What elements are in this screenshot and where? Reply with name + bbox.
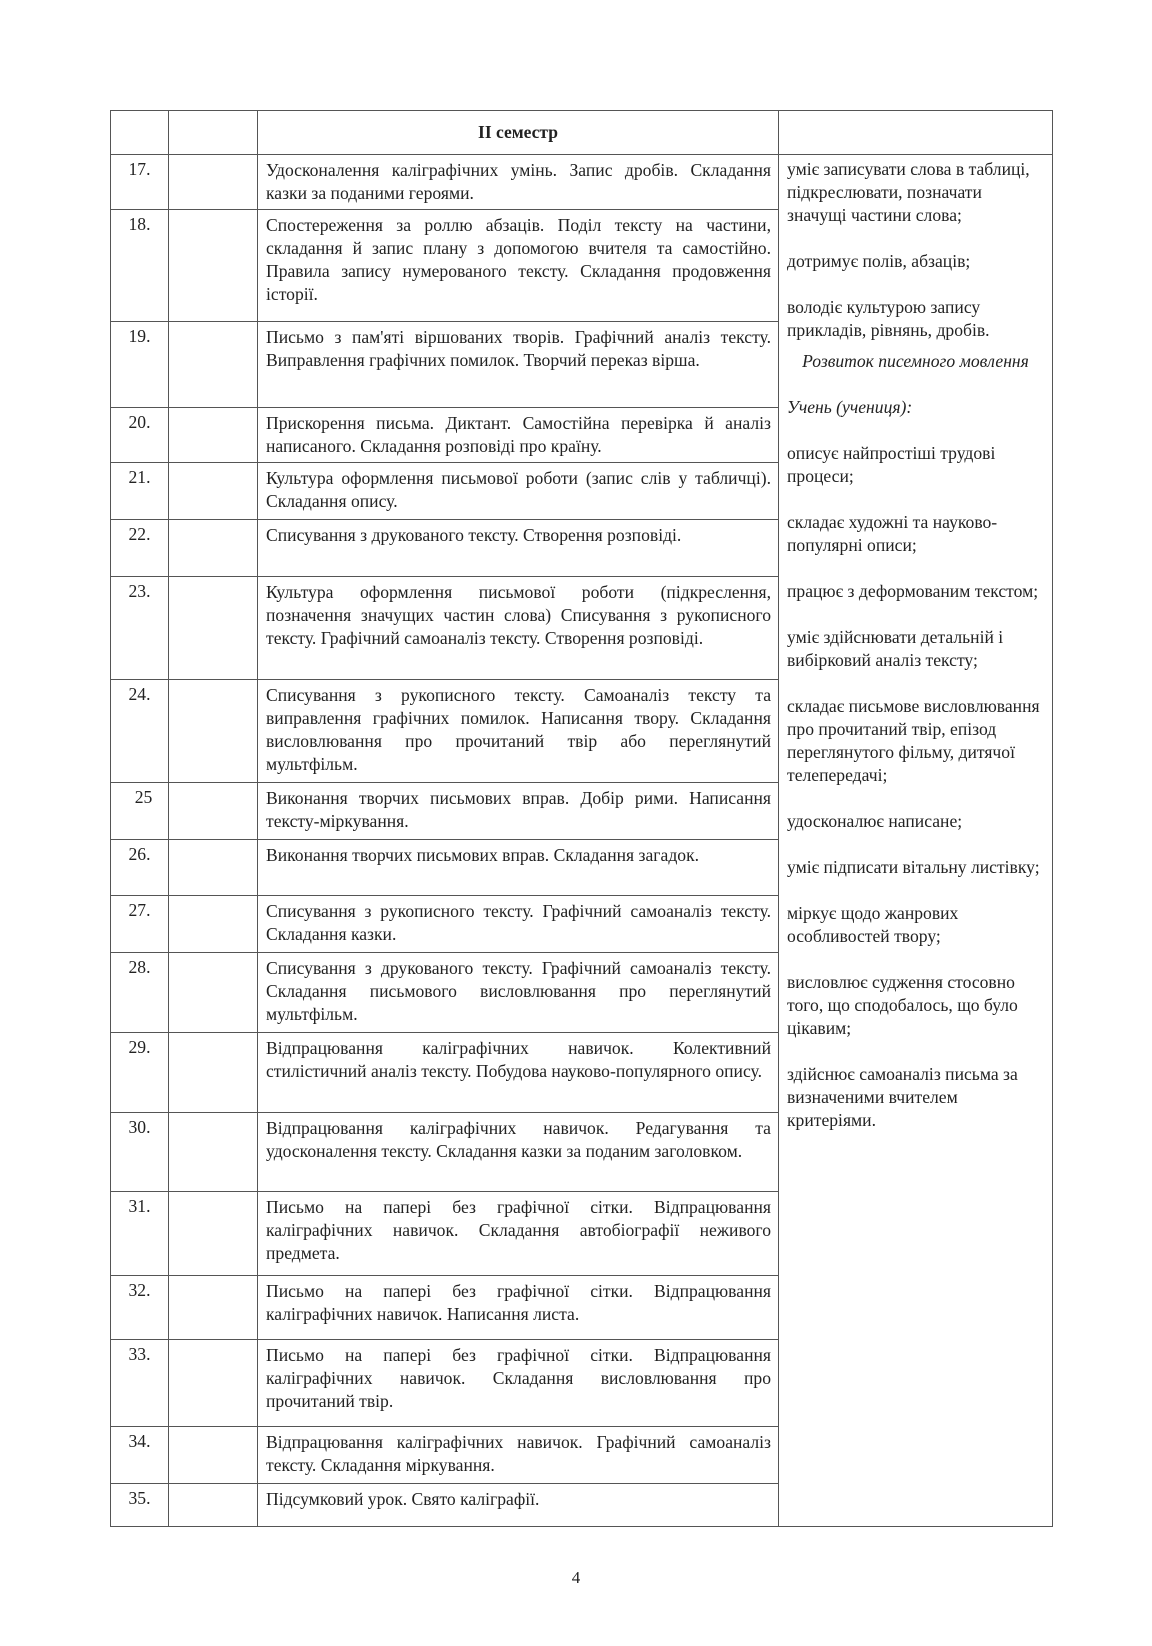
page-number: 4 [571,1568,581,1587]
outcome-item: здійснює самоаналіз письма за визначеними вчителем критеріями. [787,1064,1018,1130]
outcome-item: міркує щодо жанрових особливостей твору; [787,903,959,946]
table-header-row [111,111,1053,155]
date-cell [169,520,258,577]
date-cell [169,210,258,322]
outcome-item: уміє здійснювати детальній і вибірковий аналіз тексту; [787,627,1004,670]
lesson-topic: Списування з друкованого тексту. Графічний самоаналіз тексту. Складання письмового висловлювання про переглянутий мультфільм. [258,953,779,1033]
date-cell [169,155,258,210]
date-cell [169,840,258,896]
lesson-topic: Списування з рукописного тексту. Графічний самоаналіз тексту. Складання казки. [258,896,779,953]
lesson-number: 22. [111,520,169,577]
lesson-number: 19. [111,322,169,408]
lesson-number: 29. [111,1033,169,1113]
lesson-number: 28. [111,953,169,1033]
lesson-topic: Письмо на папері без графічної сітки. Відпрацювання каліграфічних навичок. Написання листа. [258,1276,779,1340]
lesson-topic: Списування з рукописного тексту. Самоаналіз тексту та виправлення графічних помилок. Написання твору. Складання висловлювання про прочитаний твір або переглянутий мультфільм. [258,680,779,783]
lesson-number: 20. [111,408,169,463]
lesson-number: 31. [111,1192,169,1276]
date-cell [169,680,258,783]
lesson-topic: Удосконалення каліграфічних умінь. Запис дробів. Складання казки за поданими героями. [258,155,779,210]
lesson-topic: Списування з друкованого тексту. Створення розповіді. [258,520,779,577]
date-cell [169,322,258,408]
outcome-item: працює з деформованим текстом; [787,581,1039,601]
date-cell [169,953,258,1033]
lesson-topic: Культура оформлення письмової роботи (підкреслення, позначення значущих частин слова) Списування з рукописного тексту. Графічний самоаналіз тексту. Створення розповіді. [258,577,779,680]
curriculum-table [110,110,1053,1527]
lesson-topic: Виконання творчих письмових вправ. Складання загадок. [258,840,779,896]
lesson-number: 30. [111,1113,169,1192]
header-cell-empty [111,111,169,155]
date-cell [169,1427,258,1484]
lesson-topic: Відпрацювання каліграфічних навичок. Графічний самоаналіз тексту. Складання міркування. [258,1427,779,1484]
student-label: Учень (учениця): [787,397,913,417]
lesson-number: 18. [111,210,169,322]
date-cell [169,463,258,520]
date-cell [169,1340,258,1427]
lesson-number: 32. [111,1276,169,1340]
outcome-item: удосконалює написане; [787,811,963,831]
outcome-item: уміє записувати слова в таблиці, підкреслювати, позначати значущі частини слова; [787,159,1030,225]
date-cell [169,577,258,680]
outcome-item: описує найпростіші трудові процеси; [787,443,996,486]
lesson-number: 27. [111,896,169,953]
lesson-topic: Письмо на папері без графічної сітки. Відпрацювання каліграфічних навичок. Складання висловлювання про прочитаний твір. [258,1340,779,1427]
date-cell [169,783,258,840]
outcome-item: уміє підписати вітальну листівку; [787,857,1040,877]
lesson-number: 23. [111,577,169,680]
lesson-number: 26. [111,840,169,896]
lesson-topic: Прискорення письма. Диктант. Самостійна перевірка й аналіз написаного. Складання розповіді про країну. [258,408,779,463]
date-cell [169,1276,258,1340]
lesson-topic: Спостереження за роллю абзаців. Поділ тексту на частини, складання й запис плану з допомогою вчителя та самостійно. Правила запису нумерованого тексту. Складання продовження історії. [258,210,779,322]
lesson-number: 17. [111,155,169,210]
outcome-item: складає художні та науково-популярні описи; [787,512,998,555]
semester-title: II семестр [258,111,779,155]
lesson-number: 25 [111,783,169,840]
outcome-item: дотримує полів, абзаців; [787,251,971,271]
lesson-topic: Культура оформлення письмової роботи (запис слів у табличці). Складання опису. [258,463,779,520]
outcome-item: складає письмове висловлювання про прочитаний твір, епізод переглянутого фільму, дитячої телепередачі; [787,696,1040,785]
lesson-number: 33. [111,1340,169,1427]
lesson-number: 35. [111,1484,169,1527]
lesson-topic: Виконання творчих письмових вправ. Добір рими. Написання тексту-міркування. [258,783,779,840]
lesson-number: 21. [111,463,169,520]
lesson-topic: Письмо з пам'яті віршованих творів. Графічний аналіз тексту. Виправлення графічних помилок. Творчий переказ вірша. [258,322,779,408]
header-cell-empty [169,111,258,155]
date-cell [169,1113,258,1192]
learning-outcomes [779,155,1053,1527]
outcome-item: володіє культурою запису прикладів, рівнянь, дробів. [787,297,990,340]
date-cell [169,1192,258,1276]
lesson-topic: Підсумковий урок. Свято каліграфії. [258,1484,779,1527]
lesson-number: 24. [111,680,169,783]
lesson-topic: Письмо на папері без графічної сітки. Відпрацювання каліграфічних навичок. Складання автобіографії неживого предмета. [258,1192,779,1276]
header-cell-empty [779,111,1053,155]
date-cell [169,408,258,463]
outcome-item: висловлює судження стосовно того, що сподобалось, що було цікавим; [787,972,1018,1038]
lesson-topic: Відпрацювання каліграфічних навичок. Редагування та удосконалення тексту. Складання казки за поданим заголовком. [258,1113,779,1192]
date-cell [169,1484,258,1527]
date-cell [169,1033,258,1113]
lesson-topic: Відпрацювання каліграфічних навичок. Колективний стилістичний аналіз тексту. Побудова науково-популярного опису. [258,1033,779,1113]
date-cell [169,896,258,953]
section-heading: Розвиток писемного мовлення [802,351,1029,371]
lesson-number: 34. [111,1427,169,1484]
table-row [111,155,1053,210]
